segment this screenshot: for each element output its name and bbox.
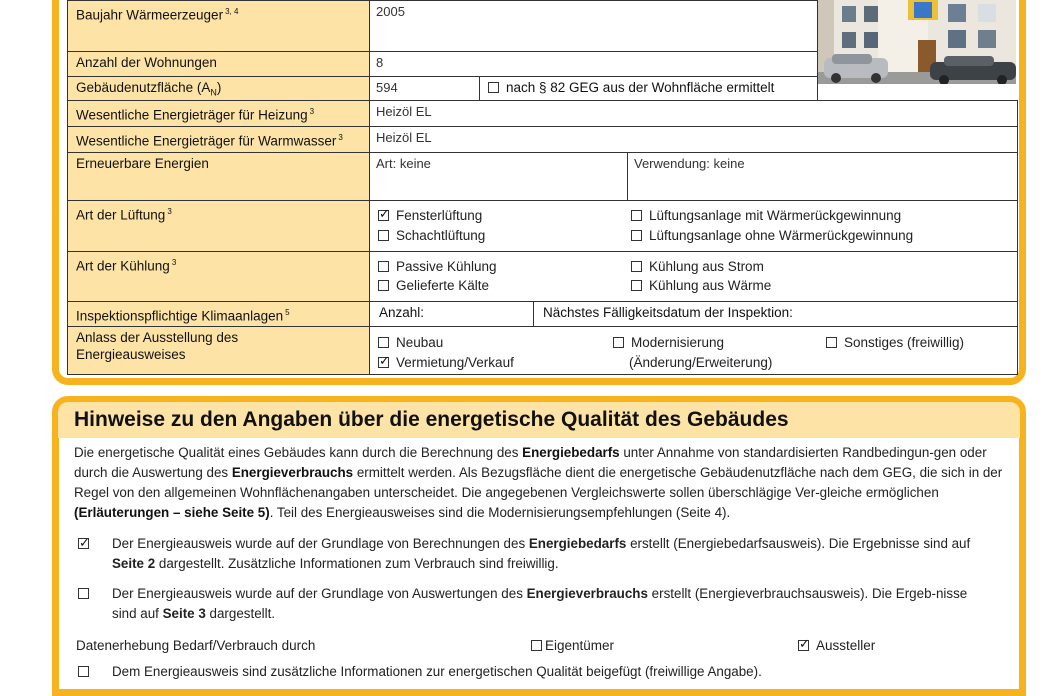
footnote-ref: 3 xyxy=(309,107,315,116)
label-heizung xyxy=(68,101,370,127)
option-label: Lüftungsanlage mit Wärmerückgewinnung xyxy=(649,208,902,223)
label-text: Gebäudenutzfläche (A xyxy=(76,80,211,95)
para-text: ermittelt werden. Als Bezugsfläche dient die energetische Gebäudenutzfläche nach dem GEG, die sich in der Regel von den allgemeinen Wohnflächenangaben unterscheidet. Die angegebenen Vergleichswerte sollen überschlägige Ver-gleiche ermöglichen xyxy=(74,465,1003,500)
text: erstellt (Energiebedarfsausweis). Die Ergebnisse sind auf xyxy=(626,536,971,551)
hinweise-title: Hinweise zu den Angaben über die energetische Qualität des Gebäudes xyxy=(74,408,789,431)
text: Der Energieausweis wurde auf der Grundlage von Berechnungen des xyxy=(112,536,529,551)
hinweise-paragraph xyxy=(74,443,1004,523)
option-neubau[interactable] xyxy=(378,334,443,351)
option-label: Kühlung aus Strom xyxy=(649,259,764,274)
option-lueftungsanlage-ohne[interactable] xyxy=(631,227,913,244)
para-bold: (Erläuterungen – siehe Seite 5) xyxy=(74,505,270,520)
building-photo-image xyxy=(818,0,1016,84)
option-schachtlueftung[interactable] xyxy=(378,227,485,244)
checkbox-zusatzinfo[interactable] xyxy=(78,666,89,677)
checkbox-vermietung[interactable] xyxy=(378,357,389,368)
footnote-ref: 3 xyxy=(167,206,172,216)
checkbox-modernisierung[interactable] xyxy=(613,337,624,348)
option-label: Neubau xyxy=(396,335,444,350)
para-text: Die energetische Qualität eines Gebäudes kann durch die Berechnung des xyxy=(74,445,523,460)
checkbox-aussteller[interactable] xyxy=(798,640,809,651)
checkbox-wohnflaeche[interactable] xyxy=(488,82,499,93)
value-erneuerbar-art[interactable]: Art: keine xyxy=(370,152,628,200)
checkbox-sonstiges[interactable] xyxy=(826,337,837,348)
option-wohnflaeche-label: nach § 82 GEG aus der Wohnfläche ermittelt xyxy=(506,80,775,95)
footnote-ref: 3, 4 xyxy=(225,7,239,16)
text: dargestellt. xyxy=(205,606,276,621)
footnote-ref: 3 xyxy=(338,132,343,142)
label-klima xyxy=(68,301,370,327)
option-label: Aussteller xyxy=(816,638,876,653)
option-label: Lüftungsanlage ohne Wärmerückgewinnung xyxy=(649,228,914,243)
checkbox-lueftungsanlage-mit[interactable] xyxy=(631,210,642,221)
label-text: Wesentliche Energieträger für Warmwasser xyxy=(76,133,337,148)
checkbox-eigentuemer[interactable] xyxy=(531,640,542,651)
label-erneuerbar: Erneuerbare Energien xyxy=(68,152,370,200)
label-text: Baujahr Wärmeerzeuger xyxy=(76,7,224,23)
option-label: Fensterlüftung xyxy=(396,208,483,223)
hinweise-header xyxy=(58,402,1020,438)
value-nutzflaeche[interactable]: 594 xyxy=(370,77,480,105)
bold-text: Energiebedarfs xyxy=(528,536,627,551)
bedarfsausweis-text xyxy=(112,534,992,574)
checkbox-gelieferte-kaelte[interactable] xyxy=(378,280,389,291)
checkbox-neubau[interactable] xyxy=(378,337,389,348)
label-warmwasser xyxy=(68,126,370,152)
checkbox-fensterlueftung[interactable] xyxy=(378,210,389,221)
option-label: Passive Kühlung xyxy=(396,259,497,274)
para-text: unter Annahme von standardisierten Randbedingun-gen oder durch die Auswertung des xyxy=(74,445,987,480)
option-sonstiges[interactable] xyxy=(826,334,964,351)
text: dargestellt. Zusätzliche Informationen zum Verbrauch sind freiwillig. xyxy=(155,556,559,571)
text: Der Energieausweis wurde auf der Grundlage von Auswertungen des xyxy=(112,586,527,601)
label-wohnungen: Anzahl der Wohnungen xyxy=(68,52,370,77)
option-aussteller[interactable] xyxy=(798,637,875,654)
option-label: Modernisierung xyxy=(631,335,725,350)
value-klima-anzahl[interactable]: Anzahl: xyxy=(370,301,534,327)
label-text-end: ) xyxy=(216,80,222,95)
option-label: Sonstiges (freiwillig) xyxy=(844,335,965,350)
row-heizung xyxy=(68,101,1018,127)
option-kuehlung-waerme[interactable] xyxy=(631,277,771,294)
value-wohnungen[interactable]: 8 xyxy=(370,52,818,77)
option-label: Eigentümer xyxy=(545,638,615,653)
option-label: Gelieferte Kälte xyxy=(396,278,490,293)
row-klima xyxy=(68,301,1018,327)
label-text: Art der Kühlung xyxy=(76,258,170,273)
label-baujahr xyxy=(68,1,370,52)
building-photo xyxy=(817,0,1016,84)
option-lueftungsanlage-mit[interactable] xyxy=(631,207,901,224)
option-kuehlung-strom[interactable] xyxy=(631,258,764,275)
option-modernisierung-detail: (Änderung/Erweiterung) xyxy=(629,355,773,370)
value-heizung[interactable]: Heizöl EL xyxy=(370,101,1018,127)
option-label: Schachtlüftung xyxy=(396,228,486,243)
row-erneuerbar xyxy=(68,152,1018,200)
checkbox-kuehlung-strom[interactable] xyxy=(631,261,642,272)
checkbox-kuehlung-waerme[interactable] xyxy=(631,280,642,291)
option-label: Kühlung aus Wärme xyxy=(649,278,772,293)
para-bold: Energieverbrauchs xyxy=(231,465,354,480)
option-vermietung[interactable] xyxy=(378,354,514,371)
option-verbrauchsausweis[interactable] xyxy=(78,584,998,624)
row-kuehlung xyxy=(68,251,1018,301)
option-label: Vermietung/Verkauf xyxy=(396,355,514,370)
checkbox-verbrauchsausweis[interactable] xyxy=(78,588,89,599)
label-text: Art der Lüftung xyxy=(76,207,166,222)
zusatzinfo-text: Dem Energieausweis sind zusätzliche Informationen zur energetischen Qualität beigefügt (freiwillige Angabe). xyxy=(112,664,762,679)
checkbox-schachtlueftung[interactable] xyxy=(378,230,389,241)
footnote-ref: 3 xyxy=(171,257,177,267)
row-warmwasser xyxy=(68,126,1018,152)
label-text-line1: Anlass der Ausstellung des xyxy=(76,330,239,345)
option-eigentuemer[interactable] xyxy=(531,637,614,654)
checkbox-bedarfsausweis[interactable] xyxy=(78,538,89,549)
value-baujahr[interactable]: 2005 xyxy=(370,1,818,52)
option-fensterlueftung[interactable] xyxy=(378,207,482,224)
value-erneuerbar-verwendung[interactable]: Verwendung: keine xyxy=(628,152,1018,200)
label-kuehlung xyxy=(68,251,370,301)
option-passive-kuehlung[interactable] xyxy=(378,258,497,275)
option-zusatzinfo[interactable] xyxy=(78,662,998,682)
option-modernisierung[interactable] xyxy=(613,334,724,351)
text: erstellt (Energieverbrauchsausweis). Die Ergeb-nisse sind auf xyxy=(112,586,968,621)
para-bold: Energiebedarfs xyxy=(522,445,620,460)
value-warmwasser[interactable]: Heizöl EL xyxy=(370,126,1018,152)
label-subscript: N xyxy=(210,87,217,98)
datenerhebung-label: Datenerhebung Bedarf/Verbrauch durch xyxy=(76,638,316,653)
label-text: Inspektionspflichtige Klimaanlagen xyxy=(76,308,284,323)
footnote-ref: 5 xyxy=(285,307,290,317)
bold-text: Seite 3 xyxy=(162,606,206,621)
label-text: Wesentliche Energieträger für Heizung xyxy=(76,107,308,123)
checkbox-lueftungsanlage-ohne[interactable] xyxy=(631,230,642,241)
para-text: . Teil des Energieausweises sind die Modernisierungsempfehlungen (Seite 4). xyxy=(269,505,731,520)
option-bedarfsausweis[interactable] xyxy=(78,534,998,574)
label-anlass xyxy=(68,327,370,375)
checkbox-passive-kuehlung[interactable] xyxy=(378,261,389,272)
label-text-line2: Energieausweises xyxy=(76,347,186,362)
value-klima-faellig[interactable]: Nächstes Fälligkeitsdatum der Inspektion: xyxy=(534,301,1018,327)
bold-text: Energieverbrauchs xyxy=(526,586,648,601)
verbrauchsausweis-text xyxy=(112,584,992,624)
bold-text: Seite 2 xyxy=(112,556,156,571)
label-lueftung xyxy=(68,200,370,251)
option-gelieferte-kaelte[interactable] xyxy=(378,277,489,294)
